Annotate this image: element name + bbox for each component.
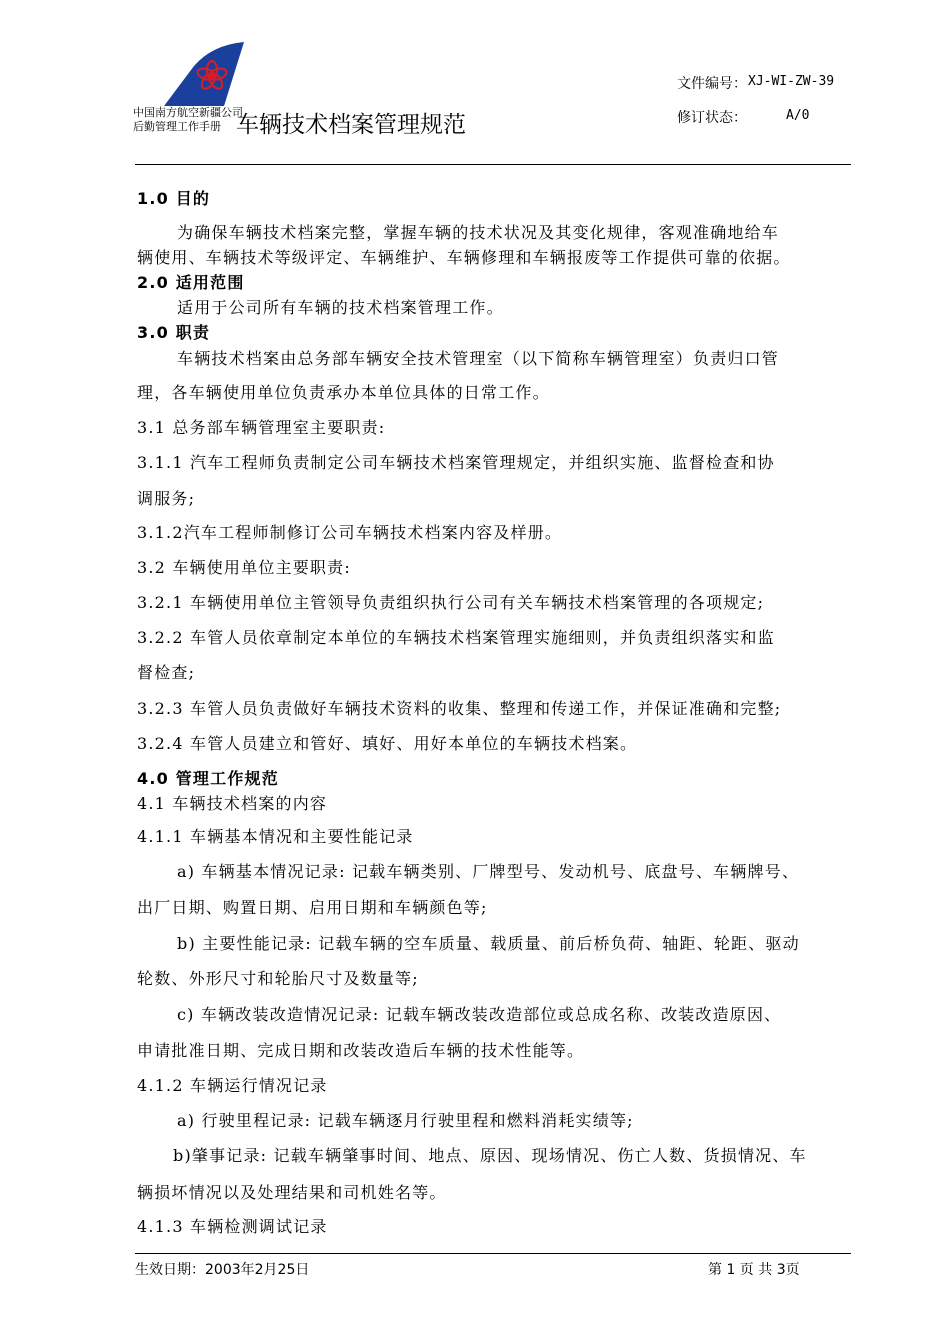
paragraph-line: 4.1.1 车辆基本情况和主要性能记录	[137, 827, 414, 846]
paragraph-line: 4.1.3 车辆检测调试记录	[137, 1217, 328, 1236]
paragraph-line: 3.2.4 车管人员建立和管好、填好、用好本单位的车辆技术档案。	[137, 734, 638, 753]
paragraph-line: b)肇事记录: 记载车辆肇事时间、地点、原因、现场情况、伤亡人数、货损情况、车	[173, 1146, 807, 1165]
paragraph-line: 3.1 总务部车辆管理室主要职责:	[137, 418, 386, 437]
footer-divider	[135, 1253, 851, 1254]
paragraph-line: a) 车辆基本情况记录: 记载车辆类别、厂牌型号、发动机号、底盘号、车辆牌号、	[177, 862, 800, 881]
section-heading-scope: 2.0 适用范围	[137, 273, 245, 292]
paragraph-line: 3.1.1 汽车工程师负责制定公司车辆技术档案管理规定，并组织实施、监督检查和协	[137, 453, 775, 472]
revision-label: 修订状态：	[677, 110, 747, 126]
paragraph-line: 申请批准日期、完成日期和改装改造后车辆的技术性能等。	[137, 1041, 585, 1060]
page-number: 第 1 页 共 3页	[708, 1262, 800, 1278]
paragraph-line: 车辆技术档案由总务部车辆安全技术管理室（以下简称车辆管理室）负责归口管	[177, 349, 780, 368]
paragraph-line: 3.2.3 车管人员负责做好车辆技术资料的收集、整理和传递工作，并保证准确和完整;	[137, 699, 782, 718]
paragraph-line: c) 车辆改装改造情况记录: 记载车辆改装改造部位或总成名称、改装改造原因、	[177, 1005, 782, 1024]
paragraph-line: 4.1 车辆技术档案的内容	[137, 794, 328, 813]
paragraph-line: 为确保车辆技术档案完整，掌握车辆的技术状况及其变化规律，客观准确地给车	[177, 223, 780, 242]
paragraph-line: 4.1.2 车辆运行情况记录	[137, 1076, 328, 1095]
paragraph-line: 出厂日期、购置日期、启用日期和车辆颜色等;	[137, 898, 488, 917]
paragraph-line: 理，各车辆使用单位负责承办本单位具体的日常工作。	[137, 383, 550, 402]
paragraph-line: 3.2.1 车辆使用单位主管领导负责组织执行公司有关车辆技术档案管理的各项规定;	[137, 593, 765, 612]
company-name	[133, 106, 243, 134]
section-heading-responsibility: 3.0 职责	[137, 323, 211, 342]
company-name-line1: 中国南方航空新疆公司	[133, 106, 243, 119]
paragraph-line: 辆使用、车辆技术等级评定、车辆维护、车辆修理和车辆报废等工作提供可靠的依据。	[137, 248, 791, 267]
logo-tailfin-graphic	[160, 40, 250, 108]
effective-date: 生效日期：2003年2月25日	[135, 1262, 310, 1278]
paragraph-line: 轮数、外形尺寸和轮胎尺寸及数量等;	[137, 969, 419, 988]
doc-number-value: XJ-WI-ZW-39	[748, 74, 835, 89]
revision-value: A/0	[786, 108, 810, 123]
paragraph-line: 3.1.2汽车工程师制修订公司车辆技术档案内容及样册。	[137, 523, 563, 542]
paragraph-line: 调服务;	[137, 489, 196, 508]
doc-number-label: 文件编号：	[677, 76, 747, 92]
section-heading-management: 4.0 管理工作规范	[137, 769, 279, 788]
company-name-line2: 后勤管理工作手册	[133, 120, 221, 133]
paragraph-line: b) 主要性能记录: 记载车辆的空车质量、载质量、前后桥负荷、轴距、轮距、驱动	[177, 934, 800, 953]
paragraph-line: 督检查;	[137, 663, 196, 682]
paragraph-line: 3.2.2 车管人员依章制定本单位的车辆技术档案管理实施细则，并负责组织落实和监	[137, 628, 775, 647]
paragraph-line: 适用于公司所有车辆的技术档案管理工作。	[177, 298, 504, 317]
company-logo	[160, 40, 250, 108]
paragraph-line: a) 行驶里程记录: 记载车辆逐月行驶里程和燃料消耗实绩等;	[177, 1111, 634, 1130]
document-title: 车辆技术档案管理规范	[236, 112, 466, 138]
paragraph-line: 辆损坏情况以及处理结果和司机姓名等。	[137, 1183, 447, 1202]
section-heading-purpose: 1.0 目的	[137, 189, 211, 208]
header-divider	[135, 164, 851, 165]
paragraph-line: 3.2 车辆使用单位主要职责:	[137, 558, 351, 577]
